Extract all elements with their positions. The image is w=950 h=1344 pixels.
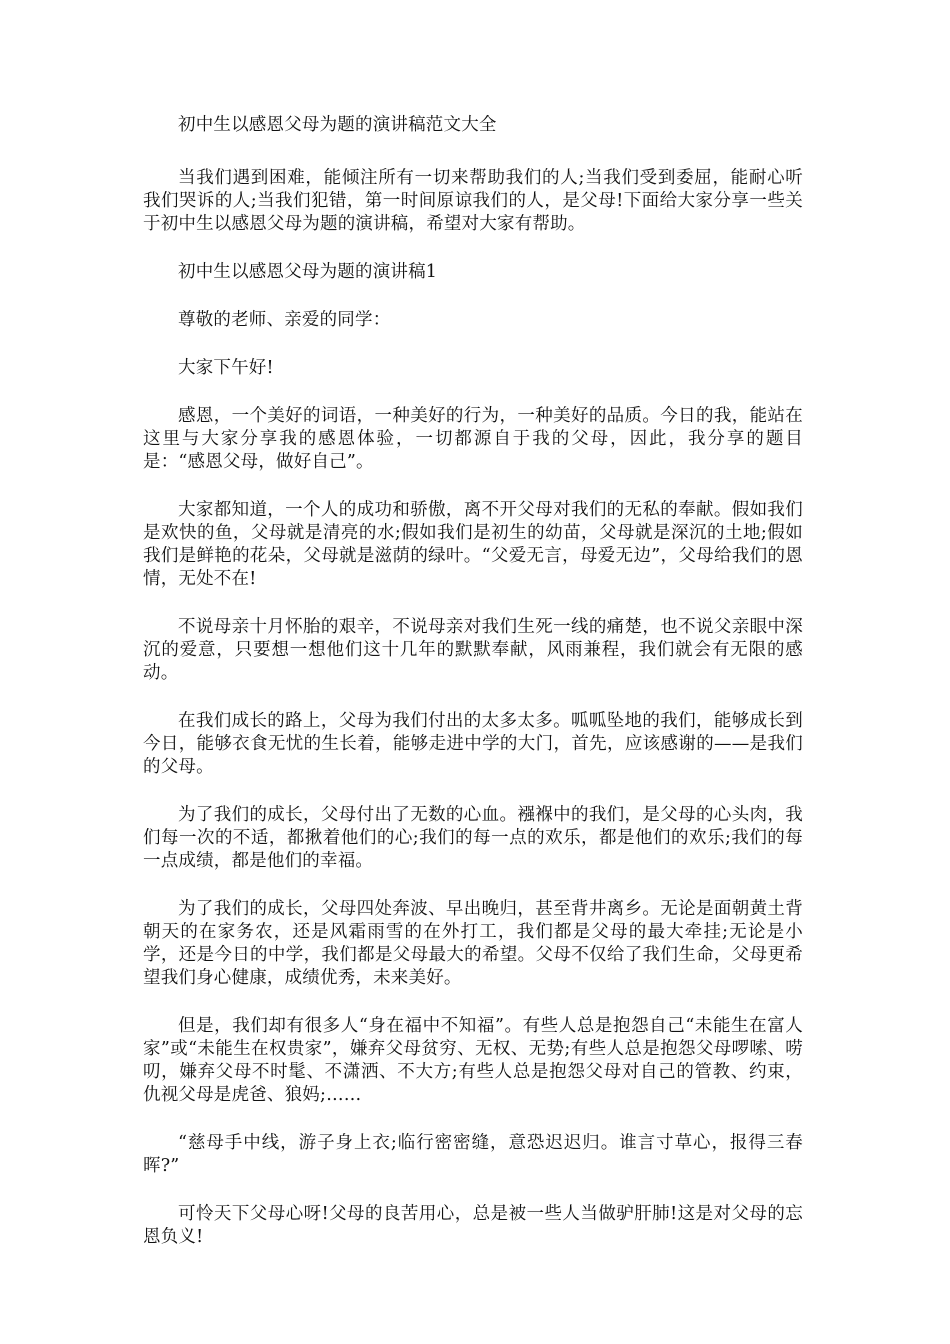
body-paragraph: 但是，我们却有很多人“身在福中不知福”。有些人总是抱怨自己“未能生在富人家”或“未能生在权贵家”，嫌弃父母贫穷、无权、无势;有些人总是抱怨父母啰嗦、唠叨，嫌弃父母不时髦、不潇洒、不大方;有些人总是抱怨父母对自己的管教、约束，仇视父母是虎爸、狼妈;…… (143, 1016, 803, 1105)
salutation: 尊敬的老师、亲爱的同学： (178, 310, 391, 330)
body-paragraph: 感恩，一个美好的词语，一种美好的行为，一种美好的品质。今日的我，能站在这里与大家分享我的感恩体验，一切都源自于我的父母，因此，我分享的题目是：“感恩父母，做好自己”。 (143, 406, 803, 472)
body-paragraph: 为了我们的成长，父母四处奔波、早出晚归，甚至背井离乡。无论是面朝黄土背朝天的在家务农，还是风霜雨雪的在外打工，我们都是父母的最大牵挂;无论是小学，还是今日的中学，我们都是父母最大的希望。父母不仅给了我们生命，父母更希望我们身心健康，成绩优秀，未来美好。 (143, 899, 803, 988)
document-title: 初中生以感恩父母为题的演讲稿范文大全 (178, 115, 497, 135)
greeting: 大家下午好! (178, 358, 274, 378)
body-paragraph: 可怜天下父母心呀!父母的良苦用心，总是被一些人当做驴肝肺!这是对父母的忘恩负义! (143, 1204, 803, 1247)
quote-paragraph: “慈母手中线，游子身上衣;临行密密缝，意恐迟迟归。谁言寸草心，报得三春晖?” (143, 1133, 803, 1176)
body-paragraph: 为了我们的成长，父母付出了无数的心血。襁褓中的我们，是父母的心头肉，我们每一次的不适，都揪着他们的心;我们的每一点的欢乐，都是他们的欢乐;我们的每一点成绩，都是他们的幸福。 (143, 805, 803, 871)
body-paragraph: 不说母亲十月怀胎的艰辛，不说母亲对我们生死一线的痛楚，也不说父亲眼中深沉的爱意，只要想一想他们这十几年的默默奉献，风雨兼程，我们就会有无限的感动。 (143, 617, 803, 683)
body-paragraph: 大家都知道，一个人的成功和骄傲，离不开父母对我们的无私的奉献。假如我们是欢快的鱼，父母就是清亮的水;假如我们是初生的幼苗，父母就是深沉的土地;假如我们是鲜艳的花朵，父母就是滋荫的绿叶。“父爱无言，母爱无边”，父母给我们的恩情，无处不在! (143, 500, 803, 589)
document-page (143, 114, 803, 1274)
intro-paragraph: 当我们遇到困难，能倾注所有一切来帮助我们的人;当我们受到委屈，能耐心听我们哭诉的人;当我们犯错，第一时间原谅我们的人，是父母!下面给大家分享一些关于初中生以感恩父母为题的演讲稿，希望对大家有帮助。 (143, 168, 803, 234)
section-title: 初中生以感恩父母为题的演讲稿1 (178, 262, 438, 282)
body-paragraph: 在我们成长的路上，父母为我们付出的太多太多。呱呱坠地的我们，能够成长到今日，能够衣食无忧的生长着，能够走进中学的大门，首先，应该感谢的——是我们的父母。 (143, 711, 803, 777)
